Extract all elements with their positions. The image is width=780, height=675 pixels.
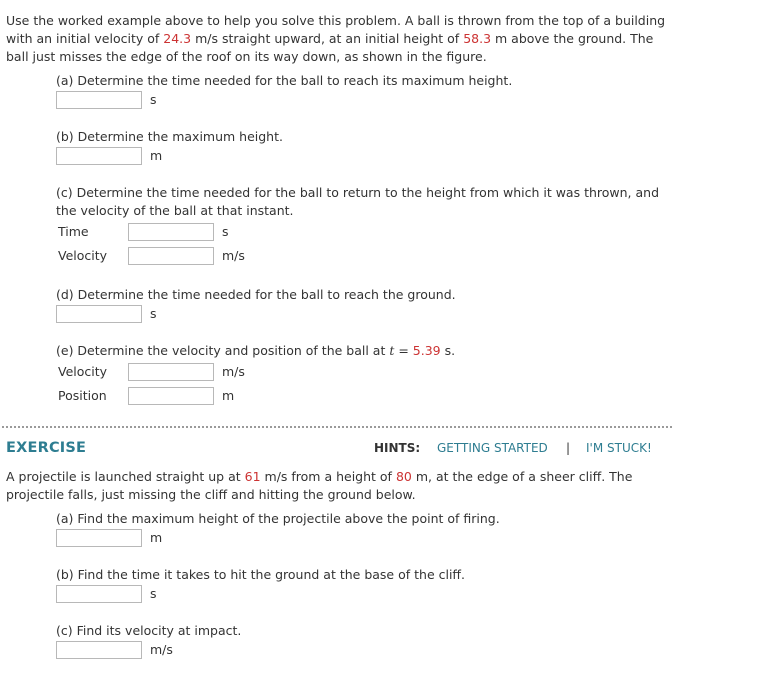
exercise-b-unit: s: [150, 586, 157, 601]
exercise-b-input[interactable]: [56, 585, 142, 603]
problem-intro-line-3: ball just misses the edge of the roof on its way down, as shown in the figure.: [6, 49, 487, 64]
answer-e-position-input[interactable]: [128, 387, 214, 405]
e-text: =: [394, 343, 413, 358]
e-position-unit: m: [222, 388, 235, 403]
c-time-label: Time: [58, 224, 89, 239]
answer-c-velocity-input[interactable]: [128, 247, 214, 265]
problem-intro-line-2: [6, 30, 653, 48]
hint-separator: |: [566, 441, 571, 455]
c-velocity-label: Velocity: [58, 248, 108, 263]
question-c-label-line-2: the velocity of the ball at that instant.: [56, 203, 294, 218]
e-velocity-label: Velocity: [58, 364, 108, 379]
initial-height-value: 58.3: [463, 31, 492, 46]
e-variable: t: [389, 343, 395, 358]
exercise-c-input[interactable]: [56, 641, 142, 659]
intro-text: with an initial velocity of: [6, 31, 164, 46]
e-text: s.: [440, 343, 456, 358]
exercise-b-label: (b) Find the time it takes to hit the ground at the base of the cliff.: [56, 567, 466, 582]
c-time-unit: s: [222, 224, 229, 239]
ex-text: A projectile is launched straight up at: [6, 469, 245, 484]
answer-d-input[interactable]: [56, 305, 142, 323]
hint-im-stuck-link[interactable]: I'M STUCK!: [586, 441, 652, 455]
exercise-c-label: (c) Find its velocity at impact.: [56, 623, 242, 638]
hint-getting-started-link[interactable]: GETTING STARTED: [437, 441, 548, 455]
question-a-label: (a) Determine the time needed for the ball to reach its maximum height.: [56, 73, 513, 88]
question-d-label: (d) Determine the time needed for the ball to reach the ground.: [56, 287, 456, 302]
e-text: (e) Determine the velocity and position of the ball at: [56, 343, 390, 358]
cliff-height-value: 80: [395, 469, 412, 484]
intro-text: m above the ground. The: [491, 31, 654, 46]
problem-intro-line-1: Use the worked example above to help you solve this problem. A ball is thrown from the top of a building: [6, 13, 666, 28]
e-time-value: 5.39: [412, 343, 441, 358]
exercise-intro-line-2: projectile falls, just missing the cliff and hitting the ground below.: [6, 487, 416, 502]
e-position-label: Position: [58, 388, 107, 403]
initial-velocity-value: 24.3: [163, 31, 192, 46]
hints-label: HINTS:: [374, 441, 421, 455]
intro-text: m/s straight upward, at an initial height of: [191, 31, 464, 46]
section-divider: [2, 426, 672, 428]
exercise-a-unit: m: [150, 530, 163, 545]
answer-e-velocity-input[interactable]: [128, 363, 214, 381]
exercise-title: EXERCISE: [6, 440, 87, 456]
exercise-intro-line-1: [6, 468, 632, 486]
answer-b-input[interactable]: [56, 147, 142, 165]
exercise-c-unit: m/s: [150, 642, 173, 657]
answer-c-time-input[interactable]: [128, 223, 214, 241]
launch-speed-value: 61: [244, 469, 261, 484]
answer-d-unit: s: [150, 306, 157, 321]
e-velocity-unit: m/s: [222, 364, 245, 379]
answer-a-input[interactable]: [56, 91, 142, 109]
answer-b-unit: m: [150, 148, 163, 163]
exercise-a-input[interactable]: [56, 529, 142, 547]
question-b-label: (b) Determine the maximum height.: [56, 129, 283, 144]
c-velocity-unit: m/s: [222, 248, 245, 263]
question-c-label-line-1: (c) Determine the time needed for the ball to return to the height from which it was thrown, and: [56, 185, 660, 200]
exercise-a-label: (a) Find the maximum height of the projectile above the point of firing.: [56, 511, 500, 526]
ex-text: m, at the edge of a sheer cliff. The: [411, 469, 633, 484]
question-e-label: [56, 342, 455, 360]
answer-a-unit: s: [150, 92, 157, 107]
ex-text: m/s from a height of: [260, 469, 396, 484]
